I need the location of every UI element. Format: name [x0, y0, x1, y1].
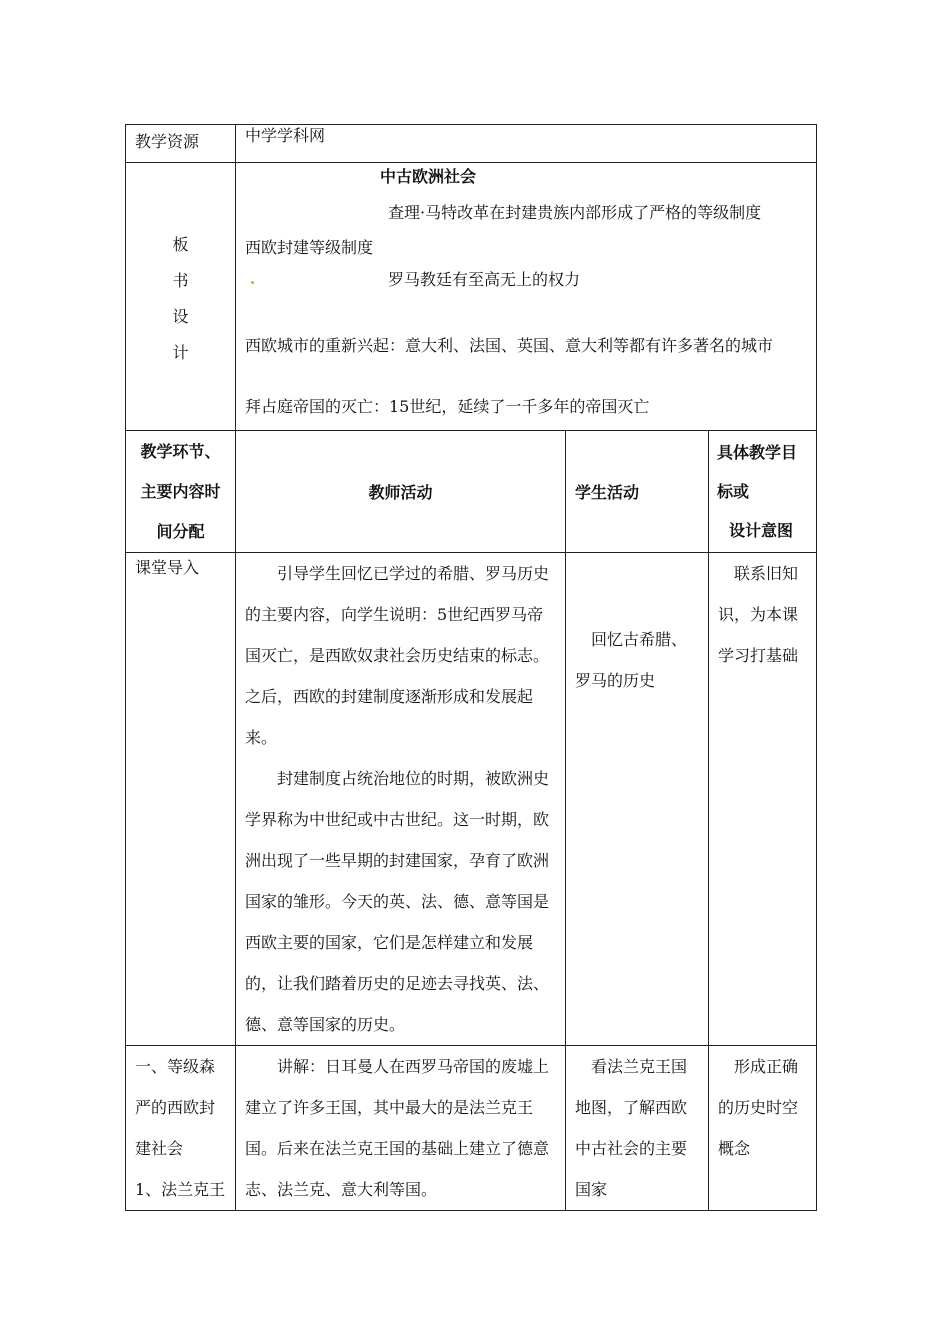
intro-teacher-cell: [236, 553, 566, 1046]
resources-value-cell: [236, 125, 817, 163]
header-goal-cell: [709, 431, 817, 553]
intro-student-cell: [566, 553, 709, 1046]
board-label-char: 设: [172, 307, 189, 326]
section1-teacher-activity: 讲解：日耳曼人在西罗马帝国的废墟上建立了许多王国，其中最大的是法兰克王国。后来在法兰克王国的基础上建立了德意志、法兰克、意大利等国。: [245, 1057, 550, 1199]
header-goal: [709, 433, 816, 550]
intro-goal: 联系旧知识，为本课学习打基础: [718, 564, 799, 665]
board-line: 西欧城市的重新兴起：意大利、法国、英国、意大利等都有许多著名的城市: [245, 336, 774, 355]
header-stage-line: 教学环节、: [140, 441, 221, 461]
header-goal-line: 具体教学目: [717, 443, 798, 462]
section1-stage-cell: [126, 1046, 236, 1211]
board-line: 罗马教廷有至高无上的权力: [388, 270, 581, 289]
section1-teacher-cell: [236, 1046, 566, 1211]
header-student: 学生活动: [575, 483, 640, 502]
section1-student-activity: 看法兰克王国地图，了解西欧中古社会的主要国家: [575, 1057, 688, 1199]
lesson-plan-table: [125, 124, 817, 1211]
board-label-char: 板: [172, 235, 189, 254]
teacher-paragraph: 封建制度占统治地位的时期，被欧洲史学界称为中世纪或中古世纪。这一时期，欧洲出现了一些早期的封建国家，孕育了欧洲国家的雏形。今天的英、法、德、意等国是西欧主要的国家，它们是怎样建立和发展的，让我们踏着历史的足迹去寻找英、法、德、意等国家的历史。: [245, 769, 550, 1034]
board-label-char: 计: [172, 343, 189, 362]
board-line: 查理·马特改革在封建贵族内部形成了严格的等级制度: [388, 203, 762, 222]
section1-student-cell: [566, 1046, 709, 1211]
section1-row: [126, 1046, 817, 1211]
section1-goal-cell: [709, 1046, 817, 1211]
section1-goal: 形成正确的历史时空概念: [718, 1057, 799, 1158]
header-goal-line: 设计意图: [729, 521, 794, 540]
resources-row: [126, 125, 817, 163]
header-teacher-cell: [236, 431, 566, 553]
speck-mark: [251, 281, 254, 284]
section1-stage-title: 一、等级森严的西欧封建社会: [135, 1057, 216, 1158]
header-row: [126, 431, 817, 553]
board-label-char: 书: [172, 271, 189, 290]
resources-label-cell: [126, 125, 236, 163]
header-stage-line: 间分配: [156, 521, 205, 541]
intro-student-activity: 回忆古希腊、罗马的历史: [575, 630, 688, 690]
intro-goal-cell: [709, 553, 817, 1046]
intro-teacher-activity: [236, 553, 565, 1045]
board-design-content-cell: [236, 163, 817, 431]
header-stage-line: 主要内容时: [140, 481, 221, 501]
header-stage-cell: [126, 431, 236, 553]
resources-label: 教学资源: [135, 132, 200, 151]
intro-stage: 课堂导入: [135, 558, 200, 577]
board-design-row: [126, 163, 817, 431]
board-design-label: [126, 163, 235, 371]
header-goal-line: 标或: [717, 482, 750, 501]
header-teacher: 教师活动: [368, 483, 433, 502]
intro-row: [126, 553, 817, 1046]
teacher-paragraph: 引导学生回忆已学过的希腊、罗马历史的主要内容，向学生说明：5世纪西罗马帝国灭亡，是西欧奴隶社会历史结束的标志。之后，西欧的封建制度逐渐形成和发展起来。: [245, 564, 550, 747]
section1-stage: [126, 1046, 235, 1210]
section1-stage-sub: 1、法兰克王: [135, 1180, 226, 1199]
header-stage: [126, 432, 235, 552]
board-design-content: [236, 163, 816, 429]
board-line: 西欧封建等级制度: [245, 238, 374, 257]
board-line: 拜占庭帝国的灭亡：15世纪，延续了一千多年的帝国灭亡: [245, 397, 650, 416]
header-student-cell: [566, 431, 709, 553]
intro-stage-cell: [126, 553, 236, 1046]
board-title: 中古欧洲社会: [380, 167, 477, 186]
board-design-label-cell: [126, 163, 236, 431]
resources-value: 中学学科网: [245, 126, 326, 145]
